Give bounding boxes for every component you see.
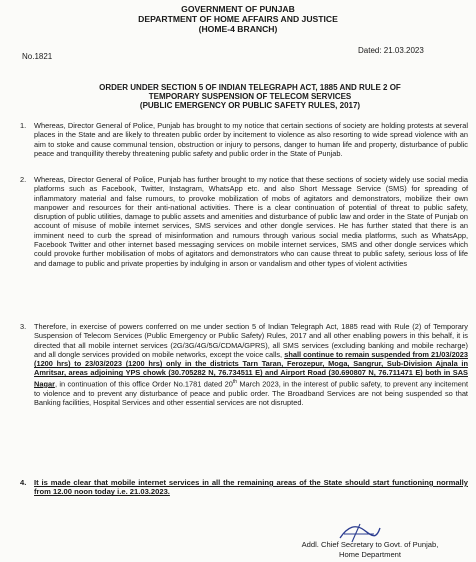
header-branch: (HOME-4 BRANCH) (198, 24, 278, 34)
paragraph-3 (20, 322, 468, 407)
paragraph-1-text: Whereas, Director General of Police, Punjab has brought to my notice that certain sections of society are holding protests at several places in the State and are likely to threaten public order by incitement to violence as also resorting to wide spread violence with an aim to stoke and cause communal tension, obstruction or injury to persons, danger to human life and property, disturbance of public peace and tranquillity thereby threatening public safety and public order in the State of Punjab. (34, 121, 468, 158)
signatory-title: Addl. Chief Secretary to Govt. of Punjab, (301, 540, 439, 549)
paragraph-3-superscript: th (232, 378, 237, 385)
paragraph-1-number: 1. (20, 121, 27, 130)
paragraph-3-text-c: March 2023, in the interest of public safety, to prevent any incitement to violence and to prevent any disturbance of peace and public order. The Broadband Services are not being suspended so that Banking facilities, Hospital Services and other essential services are not disrupted. (34, 379, 469, 407)
paragraph-4 (20, 478, 468, 497)
paragraph-4-number: 4. (20, 478, 27, 487)
paragraph-3-number: 3. (20, 322, 27, 331)
header-government: GOVERNMENT OF PUNJAB (181, 4, 295, 14)
paragraph-3-text-a: Therefore, in exercise of powers conferred on me under section 5 of Indian Telegraph Act, 1885 read with Rule (2) of Temporary Suspension of Telecom Services (Public Emergency or Public Safety) Rules, 2017 and all other enabling powers in this behalf, it is directed that all mobile internet services (2G/3G/4G/5G/CDMA/GPRS), all SMS services (excluding banking and mobile recharge) and all dongle services provided on mobile networks, except the voice calls, (34, 322, 468, 359)
paragraph-2-text: Whereas, Director General of Police, Punjab has further brought to my notice that these sections of society widely use social media platforms such as Facebook, Twitter, Instagram, WhatsApp etc. and also Short Message Service (SMS) for spreading of inflammatory material and false rumours, to provoke mobilization of mobs of agitators and demonstrators, mobilize their own manpower and resources for their anti-national activities. There is a clear continuation of potential of threat to public safety, disruption of public utilities, damage to public assets and amenities and disturbance of public law and order in the State of Punjab on account of misuse of mobile internet services, SMS services and other dongle services. He has further stated that there is an imminent need to curb the spread of misinformation and rumours through various social media platforms, such as WhatsApp, Facebook Twitter and other internet based messaging services on mobile internet services, SMS and other dongle services which could provoke further mobilisation of mobs of agitators and demonstrators who can cause threat to public safety, serious loss of life and damage to public and private properties by indulging in arson or vandalism and other types of violent activities (34, 175, 468, 268)
paragraph-3-text-b: , in continuation of this office Order No.1781 dated 20 (54, 379, 233, 389)
order-title-line-3: (PUBLIC EMERGENCY OR PUBLIC SAFETY RULES, 2017) (139, 101, 361, 110)
order-date: Dated: 21.03.2023 (358, 46, 424, 55)
paragraph-4-text: It is made clear that mobile internet services in all the remaining areas of the State should start functioning normally from 12.00 noon today i.e. 21.03.2023. (34, 478, 468, 497)
paragraph-2-number: 2. (20, 175, 27, 184)
order-title-line-1: ORDER UNDER SECTION 5 OF INDIAN TELEGRAPH ACT, 1885 AND RULE 2 OF (99, 83, 401, 92)
order-number: No.1821 (22, 52, 53, 61)
paragraph-3-suspension-clause: shall continue to remain suspended from 21/03/2023 (1200 hrs) to 23/03/2023 (1200 hrs) only in the districts Tarn Taran, Ferozepur, Moga, Sangrur, Sub-Division Ajnala in Amritsar, areas adjoining YPS chowk (30.705282 N, 76.734511 E) and Airport Road (30.690807 N, 76.711471 E) both in SAS Nagar (34, 349, 469, 389)
paragraph-1 (20, 121, 468, 158)
header-department: DEPARTMENT OF HOME AFFAIRS AND JUSTICE (138, 14, 338, 24)
paragraph-2 (20, 175, 468, 268)
signatory-department: Home Department (338, 550, 402, 559)
paragraph-3-text (34, 322, 468, 407)
order-title-line-2: TEMPORARY SUSPENSION OF TELECOM SERVICES (148, 92, 352, 101)
